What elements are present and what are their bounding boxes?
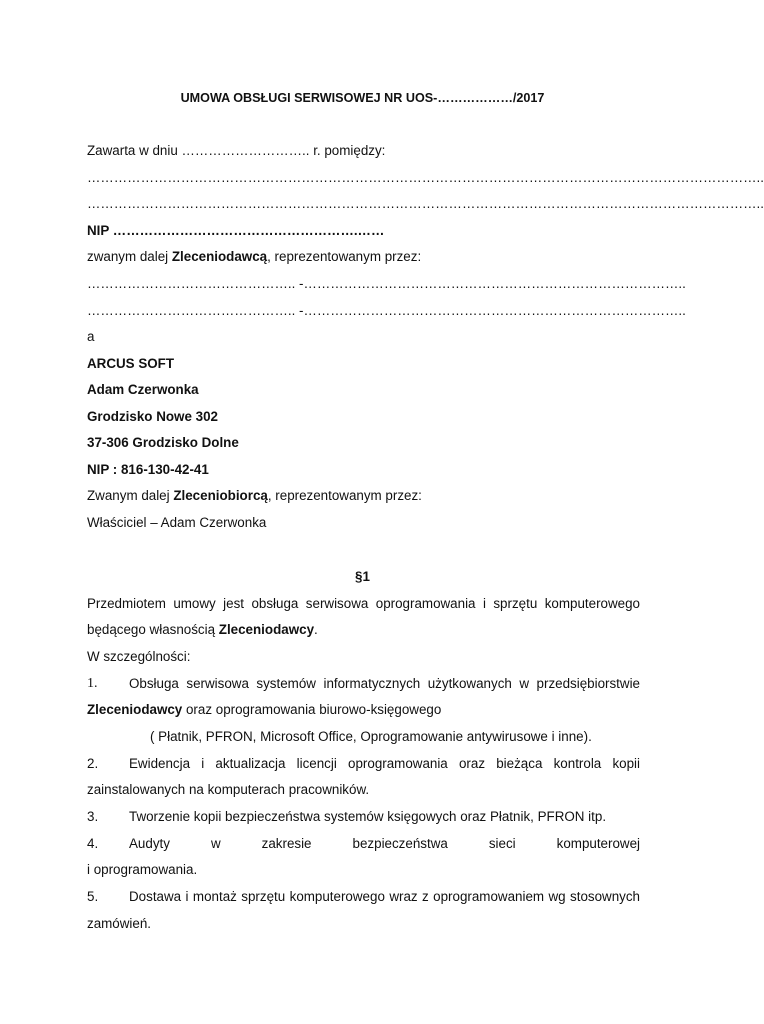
party-dots-line-2: …………………………………………………………………………………………………………………………………….. [87,196,764,211]
item-4-word: sieci [488,836,516,851]
conjunction-a: a [87,329,95,344]
item-1-line-1: Obsługa serwisowa systemów informatycznych użytkowanych w przedsiębiorstwie [129,676,640,691]
item-1-line-3: ( Płatnik, PFRON, Microsoft Office, Oprogramowanie antywirusowe i inne). [150,729,592,744]
contractor-city: 37-306 Grodzisko Dolne [87,435,239,450]
section-1-para-line-1: Przedmiotem umowy jest obsługa serwisowa oprogramowania i sprzętu komputerowego [87,596,640,611]
client-designation-post: , reprezentowanym przez: [267,249,422,264]
item-2-line-1: Ewidencja i aktualizacja licencji oprogramowania oraz bieżąca kontrola kopii [129,756,640,771]
item-4-line-2: i oprogramowania. [87,862,198,877]
item-5-number: 5. [87,889,99,904]
item-2-number: 2. [87,756,99,771]
item-3-number: 3. [87,809,99,824]
item-2-line-2: zainstalowanych na komputerach pracowników. [87,782,370,797]
item-1-line-2-post: oraz oprogramowania biurowo-księgowego [182,702,442,717]
contractor-designation [87,487,640,505]
item-4-number: 4. [87,836,99,851]
item-4-word: Audyty [129,836,170,851]
contract-date-line: Zawarta w dniu ……………………….. r. pomiędzy: [87,143,386,158]
item-3-line-1: Tworzenie kopii bezpieczeństwa systemów księgowych oraz Płatnik, PFRON itp. [129,809,607,824]
para-line-2-post: . [314,622,318,637]
contractor-person: Adam Czerwonka [87,382,199,397]
para-line-2-bold: Zleceniodawcy [218,622,315,637]
item-4-word: komputerowej [556,836,640,851]
section-1-para-line-2 [87,621,640,639]
item-5-line-2: zamówień. [87,916,152,931]
item-1-line-2-bold: Zleceniodawcy [87,702,183,717]
section-1-heading: §1 [355,569,370,584]
para-line-2-pre: będącego własnością [87,622,219,637]
client-designation-bold: Zleceniodawcą [171,249,268,264]
client-designation [87,248,640,266]
contractor-street: Grodzisko Nowe 302 [87,409,218,424]
section-1-in-particular: W szczególności: [87,649,191,664]
item-4-word: w [210,836,221,851]
contractor-designation-post: , reprezentowanym przez: [267,488,422,503]
contractor-designation-bold: Zleceniobiorcą [173,488,268,503]
contractor-name: ARCUS SOFT [87,356,175,371]
document-title: UMOWA OBSŁUGI SERWISOWEJ NR UOS-………………/2017 [180,91,545,105]
contractor-designation-pre: Zwanym dalej [87,488,174,503]
contractor-nip: NIP : 816-130-42-41 [87,462,209,477]
item-4-line-1 [129,835,640,853]
client-nip-line: NIP ……………………………………………….…… [87,223,385,238]
client-rep-line-1: ……………………………………….. -………………………………………………………………………….. [87,276,686,291]
item-1-line-2 [87,701,640,719]
contractor-rep: Właściciel – Adam Czerwonka [87,515,267,530]
item-4-word: bezpieczeństwa [352,836,448,851]
item-4-word: zakresie [261,836,312,851]
item-5-line-1: Dostawa i montaż sprzętu komputerowego wraz z oprogramowaniem wg stosownych [129,889,640,904]
client-rep-line-2: ……………………………………….. -………………………………………………………………………….. [87,303,686,318]
item-1-number: 1. [87,676,98,691]
client-designation-pre: zwanym dalej [87,249,172,264]
party-dots-line-1: …………………………………………………………………………………………………………………………………….. [87,170,764,185]
